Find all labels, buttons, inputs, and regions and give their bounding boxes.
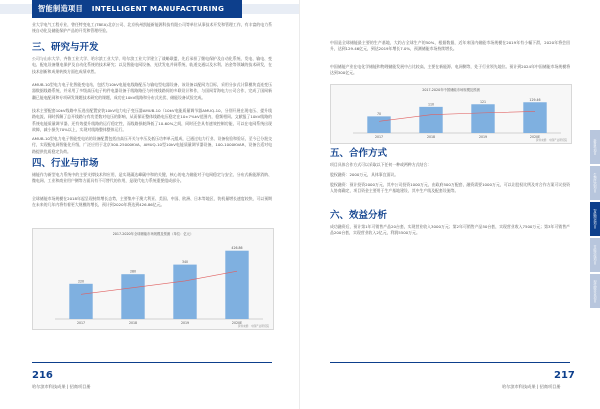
trend-line (376, 111, 535, 121)
section-3-paragraph-4: AMUB-10型电力电子智能变电站的设备配置包括由高压开关与中压及低压功率单元组成，已通过电力行业、设备检验和验证，至今已分批交付，实现配电网智能化升级，广泛应用于北京500-25000KVA、AMUQ-10型10kV电能质量调节器设备，100-1000KVAR，设备合适对电路提供优质稳定负荷。 (32, 136, 272, 154)
side-tab-4[interactable]: 现代服务业项目 (590, 274, 600, 308)
section-6-title: 六、效益分析 (330, 210, 388, 221)
chart-title: 2017-2020年全球储能市场规模及预测（单位：亿元） (112, 232, 194, 236)
section-6-paragraph-1: 成功融资后，预计第1年可销售产品20台套，实现营业收入3000万元；第2年可销售产品50台套，实现营业收入7500万元；第3年可销售产品200台套，实现营业收入2亿元，利润5500万元。 (330, 224, 570, 236)
bar-2018 (121, 274, 144, 319)
data-label: 110 (427, 102, 435, 107)
section-3-paragraph-1: 公司与山东大学、齐鲁工业大学、哈尔滨工业大学、哈尔滨工业大学建立了战略联盟，先后承担了继电保护及自动化系统、发电、输电、变电、配电设备继电保护及自动化系统的技术研究；以及智能电网设备、光伏发电并网系统、轨道交通以及水利、冶金等领域的技术研发，在技术创新和成果转换方面也成绩卓然。 (32, 56, 272, 74)
header-ribbon (0, 0, 300, 18)
section-5-paragraph-2: 股权融资：2000万元，具体事宜面议。 (330, 172, 399, 177)
footer-organization: 哈尔滨市科技成果 | 招商项目册 (502, 384, 561, 389)
bar-2020E (523, 102, 546, 133)
bar-2018 (419, 107, 442, 133)
tick-label: 2019 (478, 135, 488, 139)
trend-line (81, 271, 237, 294)
side-tab-1[interactable]: 生物医药项目 (590, 166, 600, 200)
bar-2020E (225, 251, 248, 319)
china-market-chart (330, 84, 572, 144)
data-label: 340 (181, 260, 189, 265)
tick-label: 2018 (426, 135, 436, 139)
page-number: 217 (554, 370, 575, 381)
section-5-paragraph-1: 项目具体合作方式可以采取以下任何一种或两种方式结合： (330, 162, 432, 167)
section-header (32, 0, 242, 18)
intro-paragraph: 业大学电气工程专业，曾任特变电工(TBEA)北京公司、北京杭州凯能新能源科技有限公司等单位从事技术开发和管理工作，有丰富的电力系统自动化及储能保护产品的开发和管理经验。 (32, 22, 272, 34)
market-intro-paragraph-1: 中国是全球储能最主要的生产基地，大约占全球生产的50%，根据数据，近年来国内储能市场规模在2019年有小幅下滑，2020年将会回升，达到129.46亿元，到达2019年增长7.0%，预测储能市场持续增长。 (330, 40, 570, 52)
section-5-paragraph-3: 股权融资：预计投资2000万元，其中公司投资1000万元，由政府500万配套，融资需要1000万元，可以让股权比例及对合作方案可议投资人协商确定，项目资金主要用于生产基地建设、其中生产线及配套设施等。 (330, 182, 570, 194)
side-navigation-tabs (590, 130, 600, 310)
tick-label: 2017 (76, 321, 86, 325)
chart-source: 资料来源：中商产业研究院 (535, 139, 567, 142)
data-label: 121 (479, 99, 487, 104)
data-label: 129.46 (529, 97, 541, 102)
section-4-paragraph-2: 全球储能市场规模在2018年起呈现持续增长态势，主要集中于澳大利亚、美国、中国、欧洲、日本等地区，装机量增长速度较快，可以预期在未来的几年内将有着更大规模的增长，预计到2020年将达到426.86亿元。 (32, 196, 272, 208)
data-label: 426.86 (231, 246, 243, 251)
side-tab-2[interactable]: 智能制造项目 (590, 202, 600, 236)
chart-plot (33, 229, 273, 329)
section-3-paragraph-3: 技术主要配套10kV线路中压进出配置安装10kV电力电子变压器AMUB-10（10kV电能质量调节器AMUQ-10，分别开展在现电压、提升线路电流，同时拆解了总开线路与有功差数对电压的影响，从而保证整体线路电压稳定在10±7%kV范围内，稳频相同。文献报了10kV线路的系统电能质量调节器，还有效提升线路的运行稳定性，而线路损耗降低了10-60%之间，同时还会具有速效控制功能，可以在电网系统出现故障，减小损失70%以上，实现对线路整体整体运行。 (32, 108, 272, 133)
footer-divider (32, 362, 272, 363)
data-label: 280 (129, 269, 137, 274)
page-number: 216 (32, 370, 53, 381)
bar-2019 (173, 265, 196, 319)
section-4-paragraph-1: 储能作为新型电力系统中的主要支撑技术和应用，是实现碳达峰碳中和的关键，核心的电力储能对于电网稳定与安全、分布式新能源消纳、微电网、工业和商业用户侧等方面具有不可替代的作用，是现代电力系统重要组成部分。 (32, 172, 272, 184)
section-5-title: 五、合作方式 (330, 148, 388, 159)
side-tab-0[interactable]: 新材料项目 (590, 130, 600, 164)
footer-divider (330, 362, 570, 363)
tick-label: 2020E (529, 135, 541, 139)
bar-2017 (367, 116, 390, 133)
tick-label: 2019 (180, 321, 190, 325)
market-intro-paragraph-2: 中国储能产业在电化学储能和物理储能发展中占比较高，主要在新能源、电网侧等，处于行业领先地位。预计到2024年中国储能市场规模将达到300亿元。 (330, 64, 570, 76)
section-title-en: INTELLIGENT MANUFACTURING (91, 4, 225, 13)
chart-title: 2017-2020年中国储能市场规模及预测 (422, 88, 480, 92)
bar-2019 (471, 104, 494, 133)
section-3-paragraph-2: AMUB-10型电力电子化智能变电站，包括为10kV电能电线路配压与输电型电器设备，该设备以配网为目标，采用分步式计算模块直连变压器数据线路系统，并采用了多级高压电子构件电器设备于线路路径与传统线路间的多联设计和作，与国网青海电力公司合作，完成了国网新疆已能电配网和专项研发课题技术研究的课题，成功在10kV线路和分布式光伏、储能设备试验完成。 (32, 82, 272, 100)
footer-organization: 哈尔滨市科技成果 | 招商项目册 (32, 384, 91, 389)
section-3-title: 三、研究与开发 (32, 42, 99, 53)
chart-source: 资料来源：中商产业研究院 (237, 325, 269, 328)
tick-label: 2020E (231, 321, 243, 325)
section-4-title: 四、行业与市场 (32, 158, 99, 169)
chart-plot (331, 85, 571, 143)
side-tab-3[interactable]: 节能环保项目 (590, 238, 600, 272)
data-label: 220 (77, 279, 85, 284)
data-label: 70 (376, 111, 382, 116)
tick-label: 2017 (374, 135, 384, 139)
right-page (300, 0, 600, 409)
tick-label: 2018 (128, 321, 138, 325)
global-market-chart (32, 228, 274, 330)
section-title-cn: 智能制造项目 (38, 4, 83, 13)
bar-2017 (69, 284, 92, 319)
